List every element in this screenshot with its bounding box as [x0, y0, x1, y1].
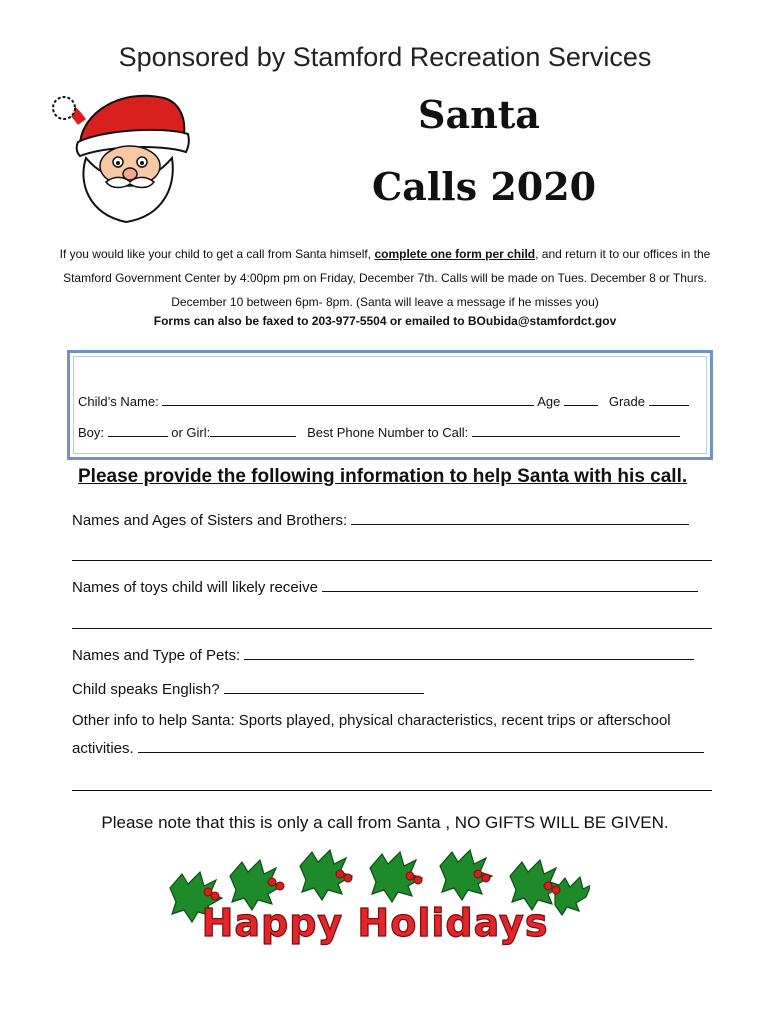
intro-paragraph [40, 242, 730, 314]
phone-field[interactable] [472, 424, 680, 437]
boy-label: Boy: [78, 425, 105, 440]
child-name-label: Child’s Name: [78, 394, 159, 409]
fax-email-line: Forms can also be faxed to 203-977-5504 or emailed to BOubida@stamfordct.gov [153, 314, 617, 328]
hat-pompom [53, 97, 75, 119]
intro-text-end: , and return it to our offices in the Stamford Government Center by 4:00pm pm on Friday, December 7th. Calls will be made on Tues. December 8 or Thurs. December 10 between 6pm- 8pm. (Santa will leave a message if he misses you) [63, 247, 711, 309]
pets-field[interactable] [244, 645, 694, 660]
age-label: Age [537, 394, 561, 409]
intro-text-start: If you would like your child to get a call from Santa himself, [59, 247, 375, 261]
grade-label: Grade [608, 394, 645, 409]
boy-field[interactable] [108, 424, 168, 437]
phone-label: Best Phone Number to Call: [307, 425, 469, 440]
happy-holidays-banner [160, 848, 590, 948]
toys-field[interactable] [322, 577, 698, 592]
girl-field[interactable] [210, 424, 296, 437]
intro-emphasis: complete one form per child [374, 247, 536, 261]
no-gifts-note: Please note that this is only a call from Santa , NO GIFTS WILL BE GIVEN. [101, 813, 669, 832]
english-label: Child speaks English? [72, 681, 220, 698]
grade-field[interactable] [649, 393, 689, 406]
info-heading: Please provide the following information to help Santa with his call. [78, 466, 688, 487]
english-field[interactable] [224, 679, 424, 694]
pets-label: Names and Type of Pets: [72, 647, 241, 664]
other-info-question-cont [72, 738, 704, 757]
sponsor-line: Sponsored by Stamford Recreation Services [118, 42, 652, 72]
title-line-1: Santa [418, 92, 540, 137]
siblings-field[interactable] [351, 510, 689, 525]
siblings-extra-line[interactable] [72, 560, 712, 561]
siblings-label: Names and Ages of Sisters and Brothers: [72, 512, 348, 529]
toys-extra-line[interactable] [72, 628, 712, 629]
other-info-label-cont: activities. [72, 740, 134, 757]
child-name-field[interactable] [162, 393, 534, 406]
santa-clipart [52, 82, 200, 226]
english-question [72, 679, 424, 698]
other-info-question: Other info to help Santa: Sports played, physical characteristics, recent trips or afterschool [72, 712, 671, 729]
banner-text: Happy Holidays [201, 901, 549, 945]
other-info-extra-line[interactable] [72, 790, 712, 791]
pets-question [72, 645, 694, 664]
other-info-field[interactable] [138, 738, 704, 753]
toys-label: Names of toys child will likely receive [72, 579, 318, 596]
girl-label: or Girl: [171, 425, 211, 440]
siblings-question [72, 510, 689, 529]
gender-phone-row [78, 424, 680, 440]
age-field[interactable] [564, 393, 598, 406]
info-heading-text: Please provide the following information to help Santa with his call [78, 466, 682, 487]
toys-question [72, 577, 698, 596]
title-line-2: Calls 2020 [372, 164, 597, 209]
child-name-row [78, 393, 689, 409]
